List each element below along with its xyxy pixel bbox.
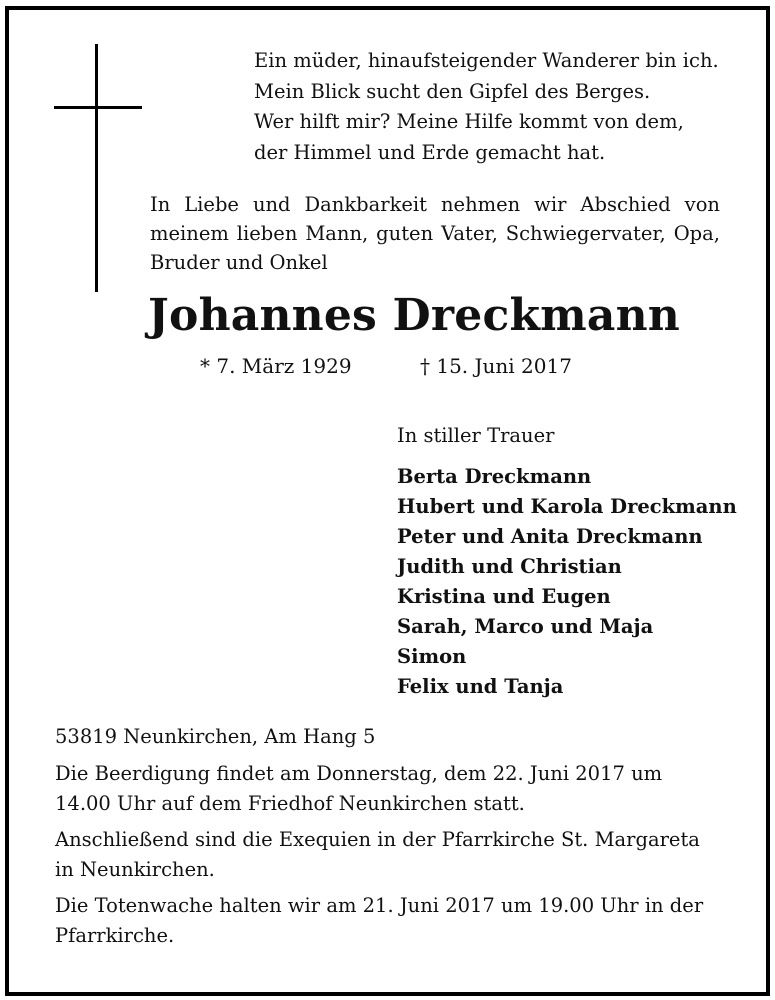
- mourner-name: Peter und Anita Dreckmann: [397, 525, 703, 548]
- intro-line: meinem lieben Mann, guten Vater, Schwiegervater, Opa,: [150, 222, 720, 245]
- death-date: † 15. Juni 2017: [420, 354, 572, 378]
- family-address: 53819 Neunkirchen, Am Hang 5: [55, 725, 376, 748]
- birth-date: * 7. März 1929: [200, 354, 352, 378]
- wake-info: Die Totenwache halten wir am 21. Juni 2017 um 19.00 Uhr in der Pfarrkirche.: [55, 894, 704, 947]
- mourning-label: In stiller Trauer: [397, 424, 555, 447]
- mourner-name: Hubert und Karola Dreckmann: [397, 495, 737, 518]
- exequien-info: Anschließend sind die Exequien in der Pfarrkirche St. Margareta in Neunkirchen.: [55, 828, 700, 881]
- intro-line: Bruder und Onkel: [150, 251, 328, 274]
- mourner-name: Berta Dreckmann: [397, 465, 592, 488]
- mourner-name: Simon: [397, 645, 467, 668]
- poem-line: Wer hilft mir? Meine Hilfe kommt von dem,: [254, 110, 684, 133]
- poem-line: Mein Blick sucht den Gipfel des Berges.: [254, 79, 651, 103]
- intro-line: In Liebe und Dankbarkeit nehmen wir Abschied von: [150, 193, 720, 216]
- mourners-list: [397, 462, 737, 702]
- farewell-intro: [150, 190, 720, 277]
- cross-horizontal-bar: [54, 106, 142, 109]
- cross-vertical-bar: [95, 44, 98, 292]
- mourner-name: Sarah, Marco und Maja: [397, 615, 654, 638]
- funeral-info: Die Beerdigung findet am Donnerstag, dem 22. Juni 2017 um 14.00 Uhr auf dem Friedhof Neunkirchen statt.: [55, 762, 663, 815]
- poem-line: der Himmel und Erde gemacht hat.: [254, 140, 606, 164]
- mourner-name: Kristina und Eugen: [397, 585, 611, 608]
- mourner-name: Felix und Tanja: [397, 675, 564, 698]
- deceased-name: Johannes Dreckmann: [148, 290, 680, 341]
- poem: [254, 46, 719, 168]
- notice-footer: [55, 722, 720, 957]
- poem-line: Ein müder, hinaufsteigender Wanderer bin ich.: [254, 49, 719, 72]
- mourner-name: Judith und Christian: [397, 555, 622, 578]
